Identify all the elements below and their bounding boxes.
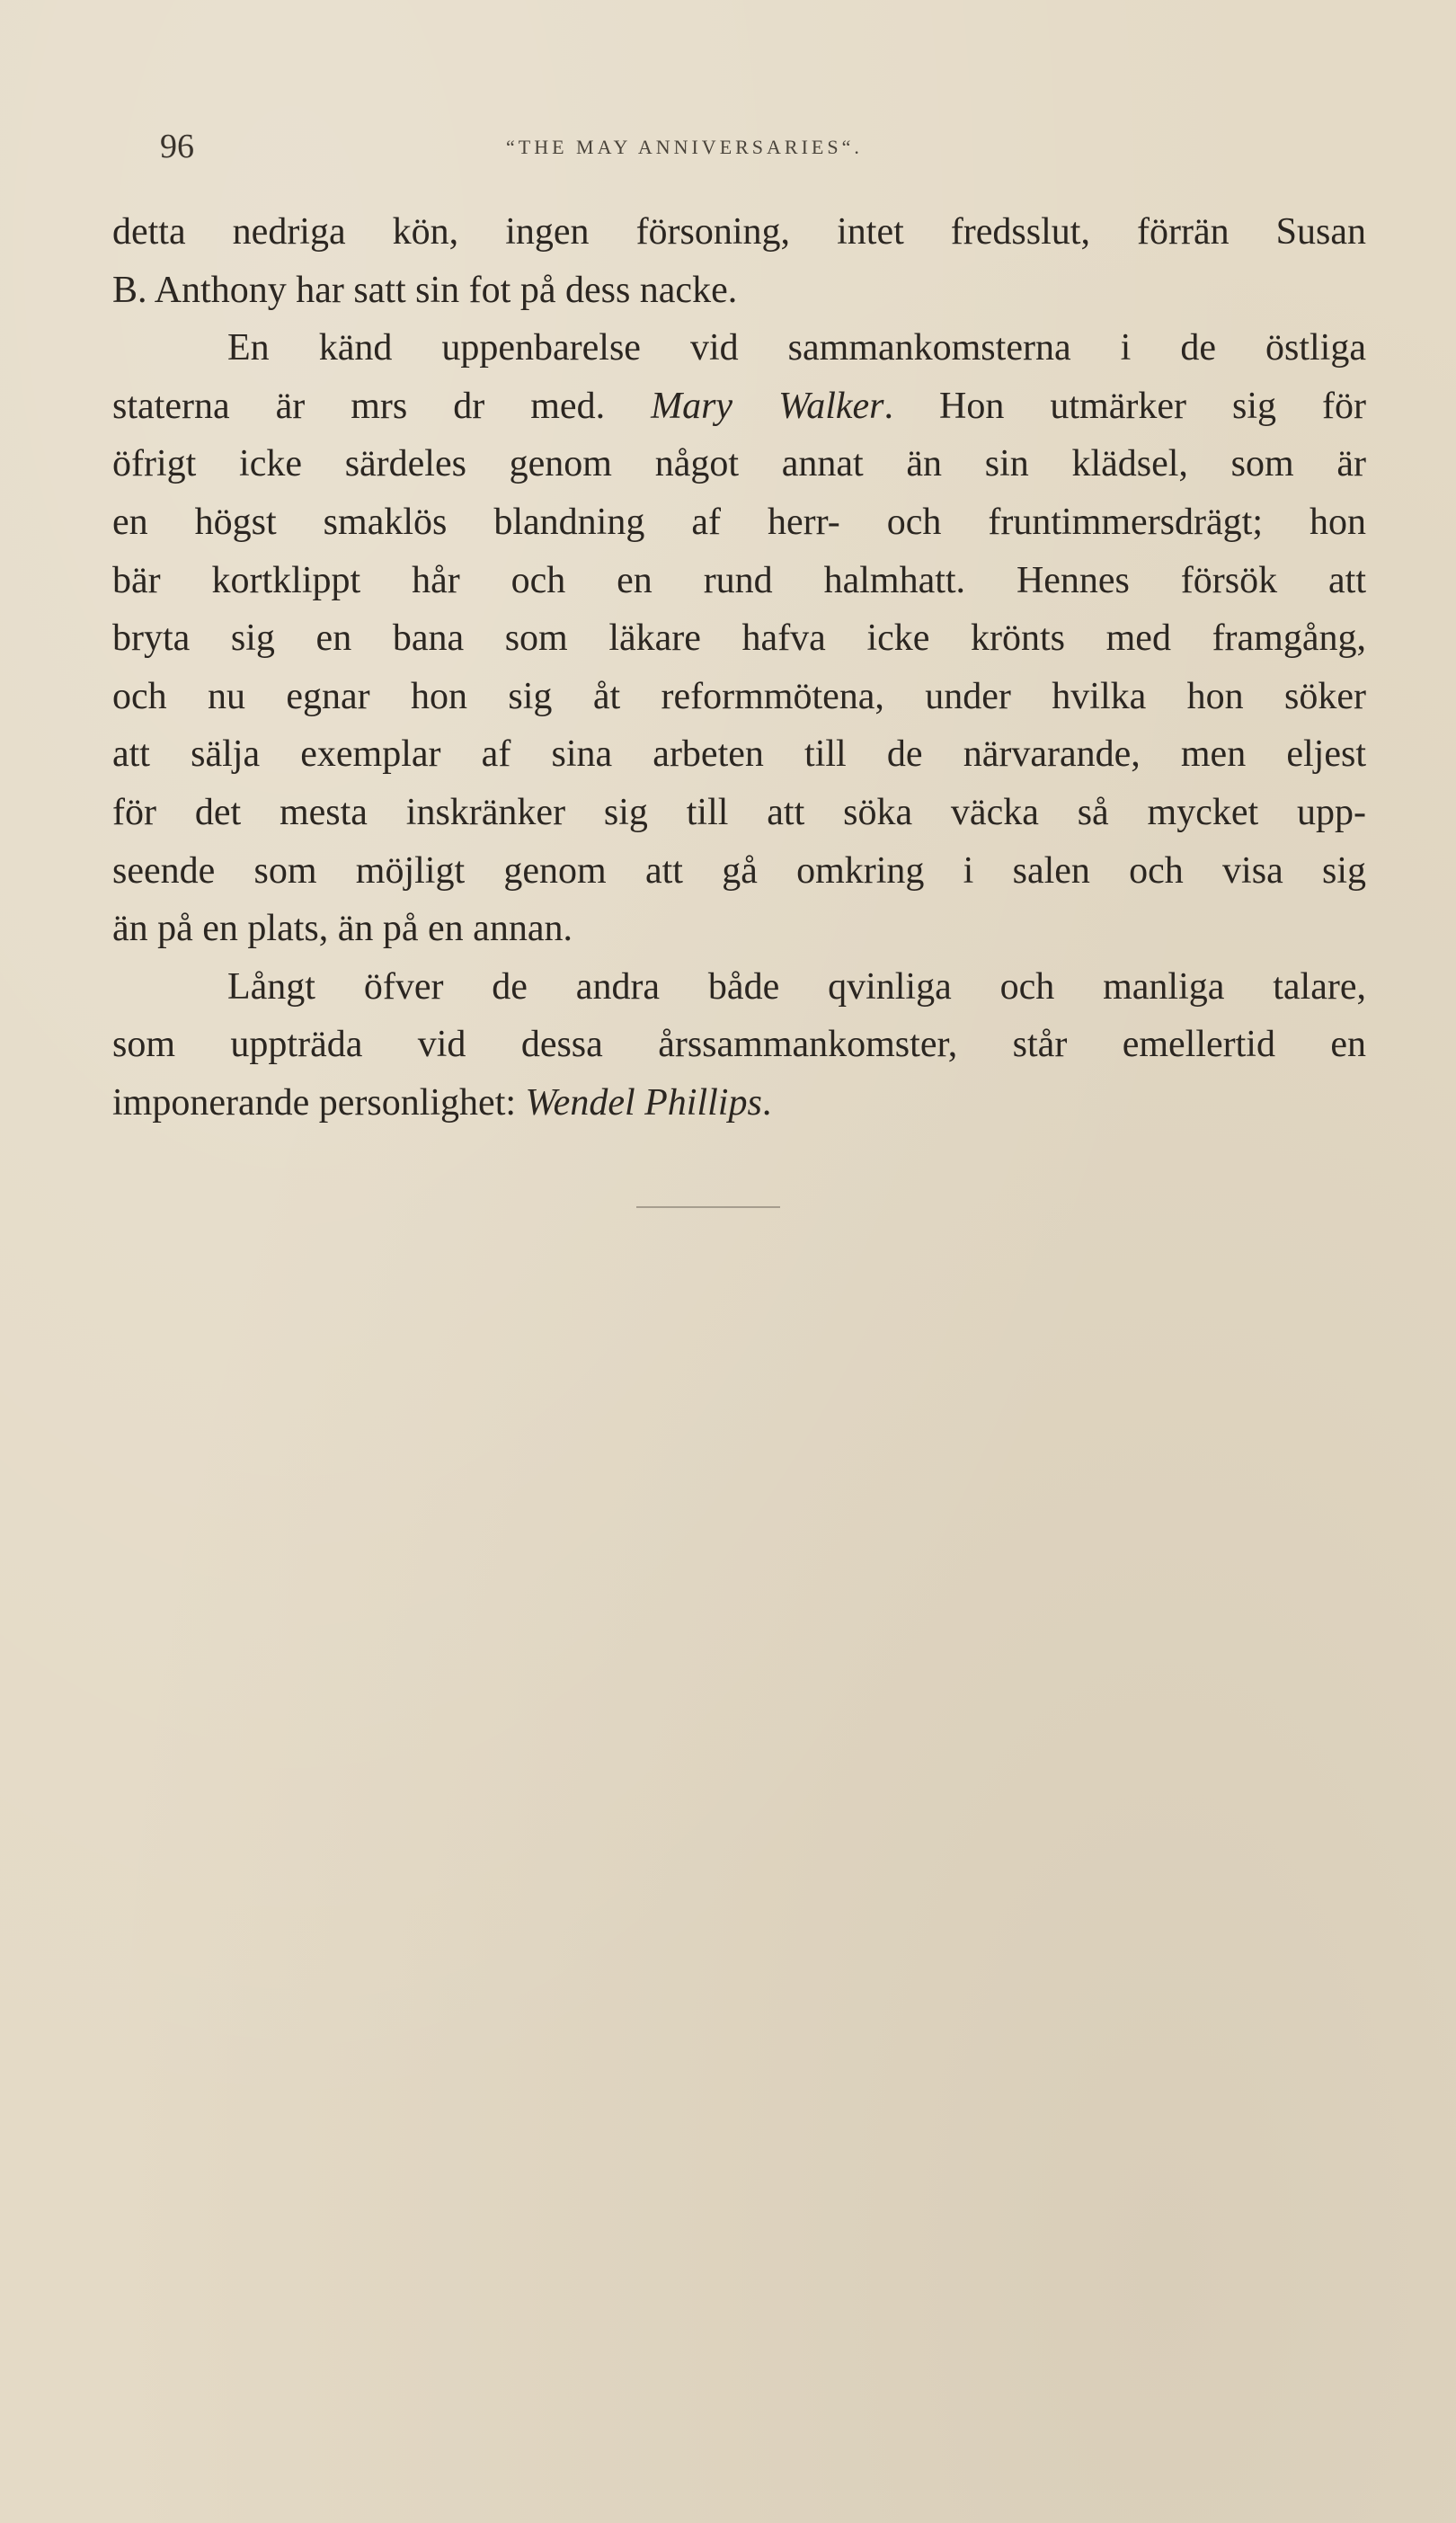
text-line bbox=[112, 378, 1366, 436]
text-segment: . bbox=[761, 1081, 772, 1124]
text-line: för det mesta inskränker sig till att söka väcka så mycket upp- bbox=[112, 791, 1366, 833]
text-line: att sälja exemplar af sina arbeten till de närvarande, men eljest bbox=[112, 733, 1366, 776]
text-line: En känd uppenbarelse vid sammankomsterna i de östliga bbox=[227, 327, 1366, 369]
text-line: öfrigt icke särdeles genom något annat än sin klädsel, som är bbox=[112, 443, 1366, 485]
text-line: bryta sig en bana som läkare hafva icke krönts med framgång, bbox=[112, 617, 1366, 660]
text-segment: imponerande personlighet: bbox=[112, 1081, 526, 1124]
text-line bbox=[112, 1074, 1366, 1133]
page-number: 96 bbox=[160, 128, 194, 165]
body-text bbox=[112, 203, 1366, 1133]
text-line: detta nedriga kön, ingen försoning, intet fredsslut, förrän Susan bbox=[112, 211, 1366, 253]
text-line: och nu egnar hon sig åt reformmötena, under hvilka hon söker bbox=[112, 675, 1366, 717]
text-line: bär kortklippt hår och en rund halmhatt. Hennes försök att bbox=[112, 559, 1366, 601]
person-name-mary-walker: Mary Walker bbox=[651, 385, 884, 427]
text-segment: staterna är mrs dr med. bbox=[112, 385, 652, 427]
text-line: B. Anthony har satt sin fot på dess nacke. bbox=[112, 269, 738, 311]
text-line: Långt öfver de andra både qvinliga och manliga talare, bbox=[227, 965, 1366, 1008]
text-line: en högst smaklös blandning af herr- och fruntimmersdrägt; hon bbox=[112, 501, 1366, 543]
text-line: seende som möjligt genom att gå omkring i salen och visa sig bbox=[112, 849, 1366, 892]
text-segment: . Hon utmärker sig för bbox=[883, 385, 1366, 427]
section-divider bbox=[636, 1206, 780, 1208]
text-line: som uppträda vid dessa årssammankomster, står emellertid en bbox=[112, 1024, 1366, 1066]
text-line: än på en plats, än på en annan. bbox=[112, 908, 573, 950]
person-name-wendel-phillips: Wendel Phillips bbox=[525, 1081, 762, 1124]
running-title: “THE MAY ANNIVERSARIES“. bbox=[506, 136, 863, 158]
running-head bbox=[160, 124, 1369, 169]
